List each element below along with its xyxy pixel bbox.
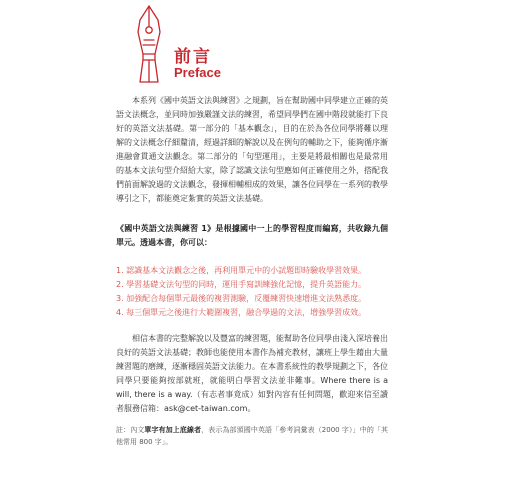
page-title: 前言 [174,47,212,67]
list-item: 2. 學習基礎文法句型的同時，運用手寫訓練強化記憶，提升英語能力。 [116,280,367,289]
footnote-prefix: 註：內文 [116,426,145,434]
list-item: 1. 認識基本文法觀念之後，再利用單元中的小試題即時驗收學習效果。 [116,266,367,275]
list-item: 3. 加強配合每個單元最後的複習測驗，反覆練習快速增進文法熟悉度。 [116,294,367,303]
closing-period: 。 [247,404,256,413]
list-item: 4. 每三個單元之後進行大範圍複習，融合學過的文法，增強學習成效。 [116,308,367,317]
footnote-text: ，表示為部頒國中英語「參考詞彙表（2000 字）」中的「其他常用 800 字」。 [116,426,389,446]
closing-text: 相信本書的完整解說以及豐富的練習題，能幫助各位同學由淺入深培養出良好的英語文法基礎；教師也能使用本書作為補充教材，讓班上學生藉由大量練習題的磨練，逐漸穩固英語文法能力。在本書系統性的教學規劃之下，各位同學只要能夠按部就班，就能明白學習文法並非難事。Where there is a will, there is a way.（有志者事竟成）如對內容有任何問題，歡迎來信至讀者服務信箱： [116,334,388,413]
intro-paragraph: 本系列《國中英語文法與練習》之規劃，旨在幫助國中同學建立正確的英語文法概念，並同時加強嚴謹文法的練習，希望同學們在國中階段就能打下良好的英語文法基礎。第一部分的「基本觀念」，目的在於為各位同學將難以理解的文法概念仔細釐清，經過詳細的解說以及在例句的輔助之下，能夠循序漸進融會貫通文法觀念。第二部分的「句型運用」，主要是將最相關也是最常用的基本文法句型介紹給大家，除了認識文法句型應如何正確使用之外，搭配我們前面解說過的文法觀念，發揮相輔相成的效果，讓各位同學在一系列的教學導引之下，都能奠定紮實的英語文法基礎。 [116,96,388,203]
benefits-list [116,264,388,320]
fountain-pen-nib-icon [129,4,169,86]
closing-paragraph [116,332,388,416]
book-description-paragraph: 《國中英語文法與練習 1》是根據國中一上的學習程度而編寫，共收錄九個單元。透過本書，你可以： [116,224,388,247]
footnote [116,424,388,448]
page-subtitle: Preface [174,65,221,80]
footnote-bold: 單字有加上底線者 [144,426,202,434]
service-email-link[interactable]: ask@cet-taiwan.com [164,404,248,413]
preface-body [116,94,388,448]
